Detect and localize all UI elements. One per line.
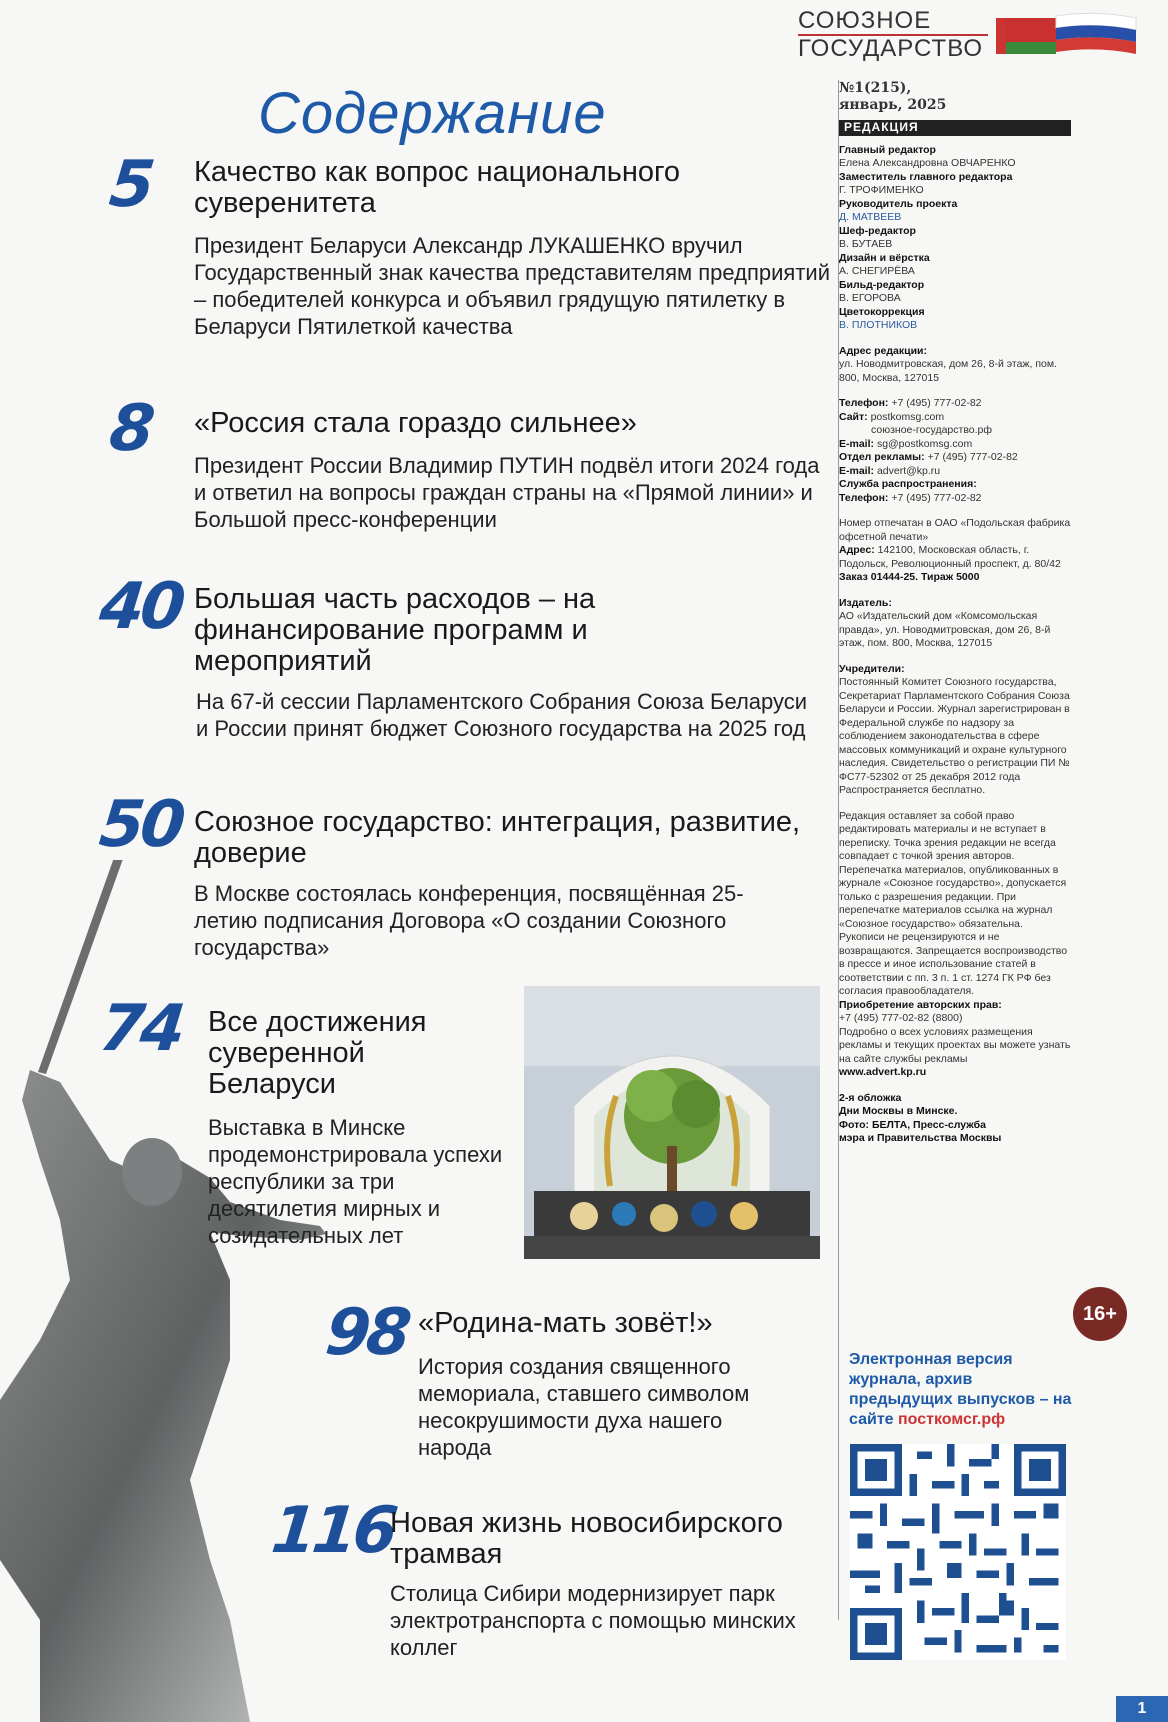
masthead-sidebar xyxy=(839,80,1071,1146)
electronic-version-note xyxy=(849,1350,1079,1430)
founders-text: Постоянный Комитет Союзного государства, Секретариат Парламентского Собрания Союза Беларуси и России. Журнал зарегистрирован в Федеральной службе по надзору за соблюдением законодательства в сфере массовых коммуникаций и охране культурного наследия. Свидетельство о регистрации ПИ № ФС77-52302 от 25 декабря 2012 года Распространяется бесплатно. xyxy=(839,676,1070,796)
page-number-98: 98 xyxy=(322,1296,411,1370)
ads-phone: +7 (495) 777-02-82 xyxy=(927,451,1018,463)
logo-line1: СОЮЗНОЕ xyxy=(798,7,932,34)
exhibition-photo xyxy=(524,986,820,1259)
logo xyxy=(798,7,984,62)
staff-name: В. ПЛОТНИКОВ xyxy=(839,319,918,331)
address-label: Адрес редакции: xyxy=(839,344,927,357)
article-heading[interactable]: Все достижения суверенной Беларуси xyxy=(208,1006,427,1100)
article-description: Президент Беларуси Александр ЛУКАШЕНКО вручил Государственный знак качества представителям предприятий – победителей конкурса и объявил грядущую пятилетку в Беларуси Пятилеткой качества xyxy=(194,233,830,339)
rights-text: Подробно о всех условиях размещения рекламы и текущих проектах вы можете узнать на сайте службы рекламы xyxy=(839,1025,1071,1065)
phone2-label: Телефон: xyxy=(839,491,889,504)
qr-code-icon[interactable] xyxy=(849,1444,1067,1660)
article-heading[interactable]: Качество как вопрос национального суверенитета xyxy=(194,156,681,219)
site-label: Сайт: xyxy=(839,410,868,423)
disclaimer-text: Редакция оставляет за собой право редактировать материалы и не вступает в переписку. Точка зрения редакции не всегда совпадает с точкой зрения авторов. Перепечатка материалов, опубликованных в журнале «Союзное государство», допускается только с разрешения редакции. При перепечатке материалов ссылка на журнал «Союзное государство» обязательна. Рукописи не рецензируются и не возвращаются. Запрещается воспроизводство в прессе и иное использование статей в соответствии с пп. 3 п. 1 ст. 1274 ГК РФ без согласия правообладателя. xyxy=(839,809,1068,997)
article-heading[interactable]: «Россия стала гораздо сильнее» xyxy=(194,407,637,439)
site-link[interactable]: postkomsg.com xyxy=(870,410,945,423)
phone-value: +7 (495) 777-02-82 xyxy=(891,397,982,409)
publisher-label: Издатель: xyxy=(839,596,892,609)
article-heading[interactable]: «Родина-мать зовёт!» xyxy=(418,1307,713,1339)
article-description: Президент России Владимир ПУТИН подвёл итоги 2024 года и ответил на вопросы граждан страны на «Прямой линии» и Большой пресс-конференции xyxy=(194,453,820,532)
staff-role: Шеф-редактор xyxy=(839,224,916,237)
statue-illustration xyxy=(0,860,340,1722)
article-heading[interactable]: Новая жизнь новосибирского трамвая xyxy=(390,1507,783,1570)
age-rating-badge: 16+ xyxy=(1073,1287,1127,1341)
ads-label: Отдел рекламы: xyxy=(839,451,925,463)
issue-date: январь, 2025 xyxy=(839,97,947,113)
phone2-value: +7 (495) 777-02-82 xyxy=(891,491,982,504)
staff-name: Г. ТРОФИМЕНКО xyxy=(839,184,924,196)
page-number-50: 50 xyxy=(96,788,185,862)
founders-label: Учредители: xyxy=(839,662,905,675)
cover-label: 2-я обложка xyxy=(839,1091,902,1104)
email-label: E-mail: xyxy=(839,437,875,450)
staff-role: Главный редактор xyxy=(839,143,936,156)
printed-text: Номер отпечатан в ОАО «Подольская фабрика офсетной печати» xyxy=(839,517,1071,543)
cover-photo-credit: Фото: БЕЛТА, Пресс-служба мэра и Правительства Москвы xyxy=(839,1118,1002,1144)
email-link[interactable]: sg@postkomsg.com xyxy=(876,437,973,450)
phone-label: Телефон: xyxy=(839,397,889,409)
page-number-40: 40 xyxy=(96,570,185,644)
staff-name: Елена Александровна ОВЧАРЕНКО xyxy=(839,157,1016,169)
article-description: Выставка в Минске продемонстрировала успехи республики за три десятилетия мирных и созидательных лет xyxy=(208,1115,503,1248)
site-link-2[interactable]: союзное-государство.рф xyxy=(871,424,993,436)
electronic-version-link[interactable]: посткомсг.рф xyxy=(898,1411,1006,1428)
page-title: Содержание xyxy=(258,81,607,146)
electronic-version-text: Электронная версия журнала, архив предыдущих выпусков – на сайте xyxy=(849,1351,1072,1428)
page-number: 1 xyxy=(1116,1696,1168,1722)
cover-text: Дни Москвы в Минске. xyxy=(839,1105,958,1117)
email2-link[interactable]: advert@kp.ru xyxy=(876,464,941,477)
address-text: ул. Новодмитровская, дом 26, 8-й этаж, пом. 800, Москва, 127015 xyxy=(839,358,1057,384)
page-number-116: 116 xyxy=(268,1494,398,1568)
staff-role: Дизайн и вёрстка xyxy=(839,251,930,264)
section-label: РЕДАКЦИЯ xyxy=(839,120,1071,136)
logo-line2: ГОСУДАРСТВО xyxy=(798,34,988,62)
issue-number: №1(215), xyxy=(839,80,912,96)
page-number-74: 74 xyxy=(96,992,185,1066)
page-number-5: 5 xyxy=(106,148,155,222)
rights-label: Приобретение авторских прав: xyxy=(839,998,1002,1011)
staff-role: Заместитель главного редактора xyxy=(839,170,1013,183)
staff-role: Бильд-редактор xyxy=(839,278,925,291)
staff-role: Руководитель проекта xyxy=(839,197,958,210)
email2-label: E-mail: xyxy=(839,464,875,477)
article-description: Столица Сибири модернизирует парк электротранспорта с помощью минских коллег xyxy=(390,1581,796,1660)
flags-icon xyxy=(996,10,1146,56)
rights-site-link[interactable]: www.advert.kp.ru xyxy=(839,1066,927,1078)
distribution-label: Служба распространения: xyxy=(839,478,977,490)
publisher-text: АО «Издательский дом «Комсомольская правда», ул. Новодмитровская, дом 26, 8-й этаж, пом. 800, Москва, 127015 xyxy=(839,610,1051,649)
article-heading[interactable]: Союзное государство: интеграция, развитие, доверие xyxy=(194,806,801,869)
article-heading[interactable]: Большая часть расходов – на финансирование программ и мероприятий xyxy=(194,583,596,677)
staff-role: Цветокоррекция xyxy=(839,305,925,318)
rights-phone: +7 (495) 777-02-82 (8800) xyxy=(839,1012,963,1024)
article-description: История создания священного мемориала, ставшего символом несокрушимости духа нашего народа xyxy=(418,1354,750,1460)
print-address: 142100, Московская область, г. Подольск, Революционный проспект, д. 80/42 xyxy=(839,544,1061,570)
print-address-label: Адрес: xyxy=(839,544,875,556)
order-text: Заказ 01444-25. Тираж 5000 xyxy=(839,571,980,583)
article-description: В Москве состоялась конференция, посвящённая 25-летию подписания Договора «О создании Союзного государства» xyxy=(194,881,744,960)
page-number-8: 8 xyxy=(106,392,155,466)
article-description: На 67-й сессии Парламентского Собрания Союза Беларуси и России принят бюджет Союзного государства на 2025 год xyxy=(196,689,808,741)
staff-name: Д. МАТВЕЕВ xyxy=(839,211,902,223)
staff-name: А. СНЕГИРЁВА xyxy=(839,265,915,277)
staff-name: В. БУТАЕВ xyxy=(839,238,893,250)
staff-name: В. ЕГОРОВА xyxy=(839,292,901,304)
